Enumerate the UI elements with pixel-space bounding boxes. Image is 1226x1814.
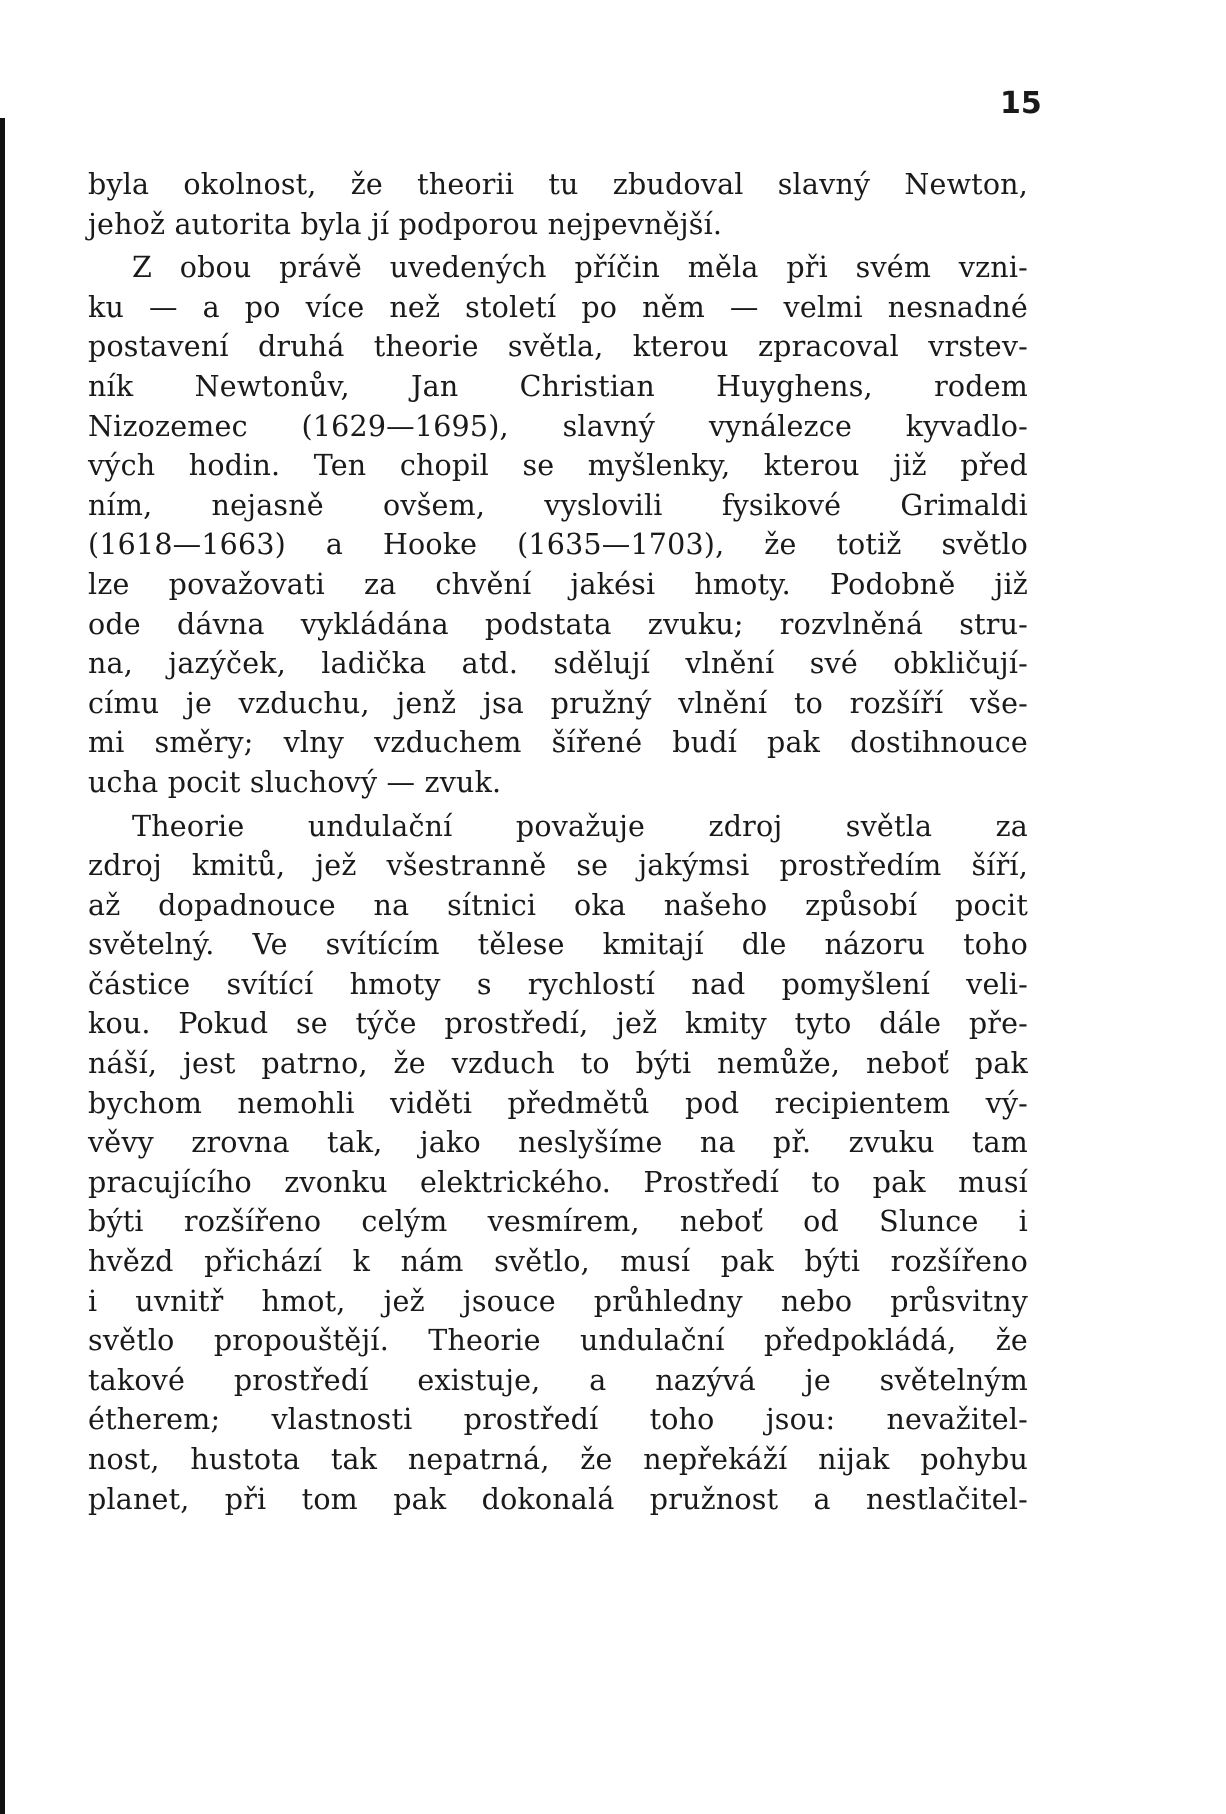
text-line: hvězd přichází k nám světlo, musí pak býti rozšířeno bbox=[88, 1245, 1028, 1279]
body-text bbox=[88, 165, 1028, 1519]
text-line: byla okolnost, že theorii tu zbudoval slavný Newton, bbox=[88, 168, 1028, 201]
text-line: až dopadnouce na sítnici oka našeho způsobí pocit bbox=[88, 888, 1028, 922]
text-line: ku — a po více než století po něm — velmi nesnadné bbox=[88, 290, 1028, 324]
text-line: mi směry; vlny vzduchem šířené budí pak dostihnouce bbox=[88, 726, 1028, 760]
page-number: 15 bbox=[1000, 86, 1042, 121]
page-edge bbox=[0, 118, 5, 1814]
text-line: zdroj kmitů, jež všestranně se jakýmsi prostředím šíří, bbox=[88, 849, 1028, 883]
text-line: (1618—1663) a Hooke (1635—1703), že totiž světlo bbox=[88, 528, 1028, 562]
text-line: na, jazýček, ladička atd. sdělují vlnění své obkličují- bbox=[88, 647, 1028, 681]
text-line: bychom nemohli viděti předmětů pod recipientem vý- bbox=[88, 1086, 1028, 1120]
text-line: ucha pocit sluchový — zvuk. bbox=[88, 765, 502, 799]
text-line: planet, při tom pak dokonalá pružnost a nestlačitel- bbox=[88, 1482, 1028, 1516]
text-line: náší, jest patrno, že vzduch to býti nemůže, neboť pak bbox=[88, 1047, 1028, 1081]
text-line: takové prostředí existuje, a nazývá je světelným bbox=[88, 1363, 1028, 1397]
text-line: étherem; vlastnosti prostředí toho jsou: nevažitel- bbox=[88, 1403, 1028, 1437]
text-line: částice svítící hmoty s rychlostí nad pomyšlení veli- bbox=[88, 967, 1028, 1001]
text-line: Theorie undulační považuje zdroj světla za bbox=[132, 809, 1028, 843]
text-line: světlo propouštějí. Theorie undulační předpokládá, že bbox=[88, 1324, 1028, 1358]
text-line: Nizozemec (1629—1695), slavný vynálezce kyvadlo- bbox=[88, 409, 1028, 443]
text-line: címu je vzduchu, jenž jsa pružný vlnění to rozšíří vše- bbox=[88, 686, 1028, 720]
text-line: Z obou právě uvedených příčin měla při svém vzni- bbox=[132, 251, 1028, 285]
text-line: kou. Pokud se týče prostředí, jež kmity tyto dále pře- bbox=[88, 1007, 1028, 1041]
text-line: ode dávna vykládána podstata zvuku; rozvlněná stru- bbox=[88, 607, 1028, 641]
text-line: ník Newtonův, Jan Christian Huyghens, rodem bbox=[88, 369, 1028, 403]
text-line: vých hodin. Ten chopil se myšlenky, kterou již před bbox=[88, 449, 1028, 483]
text-line: jehož autorita byla jí podporou nejpevnější. bbox=[88, 207, 723, 241]
text-line: nost, hustota tak nepatrná, že nepřekáží nijak pohybu bbox=[88, 1443, 1028, 1476]
text-line: postavení druhá theorie světla, kterou zpracoval vrstev- bbox=[88, 330, 1028, 364]
text-line: lze považovati za chvění jakési hmoty. Podobně již bbox=[88, 567, 1028, 601]
text-line: ním, nejasně ovšem, vyslovili fysikové Grimaldi bbox=[88, 488, 1028, 522]
text-line: světelný. Ve svítícím tělese kmitají dle názoru toho bbox=[88, 928, 1028, 962]
text-line: pracujícího zvonku elektrického. Prostředí to pak musí bbox=[88, 1165, 1028, 1199]
text-line: věvy zrovna tak, jako neslyšíme na př. zvuku tam bbox=[88, 1126, 1028, 1160]
text-line: býti rozšířeno celým vesmírem, neboť od Slunce i bbox=[88, 1205, 1028, 1239]
text-line: i uvnitř hmot, jež jsouce průhledny nebo průsvitny bbox=[88, 1284, 1028, 1318]
